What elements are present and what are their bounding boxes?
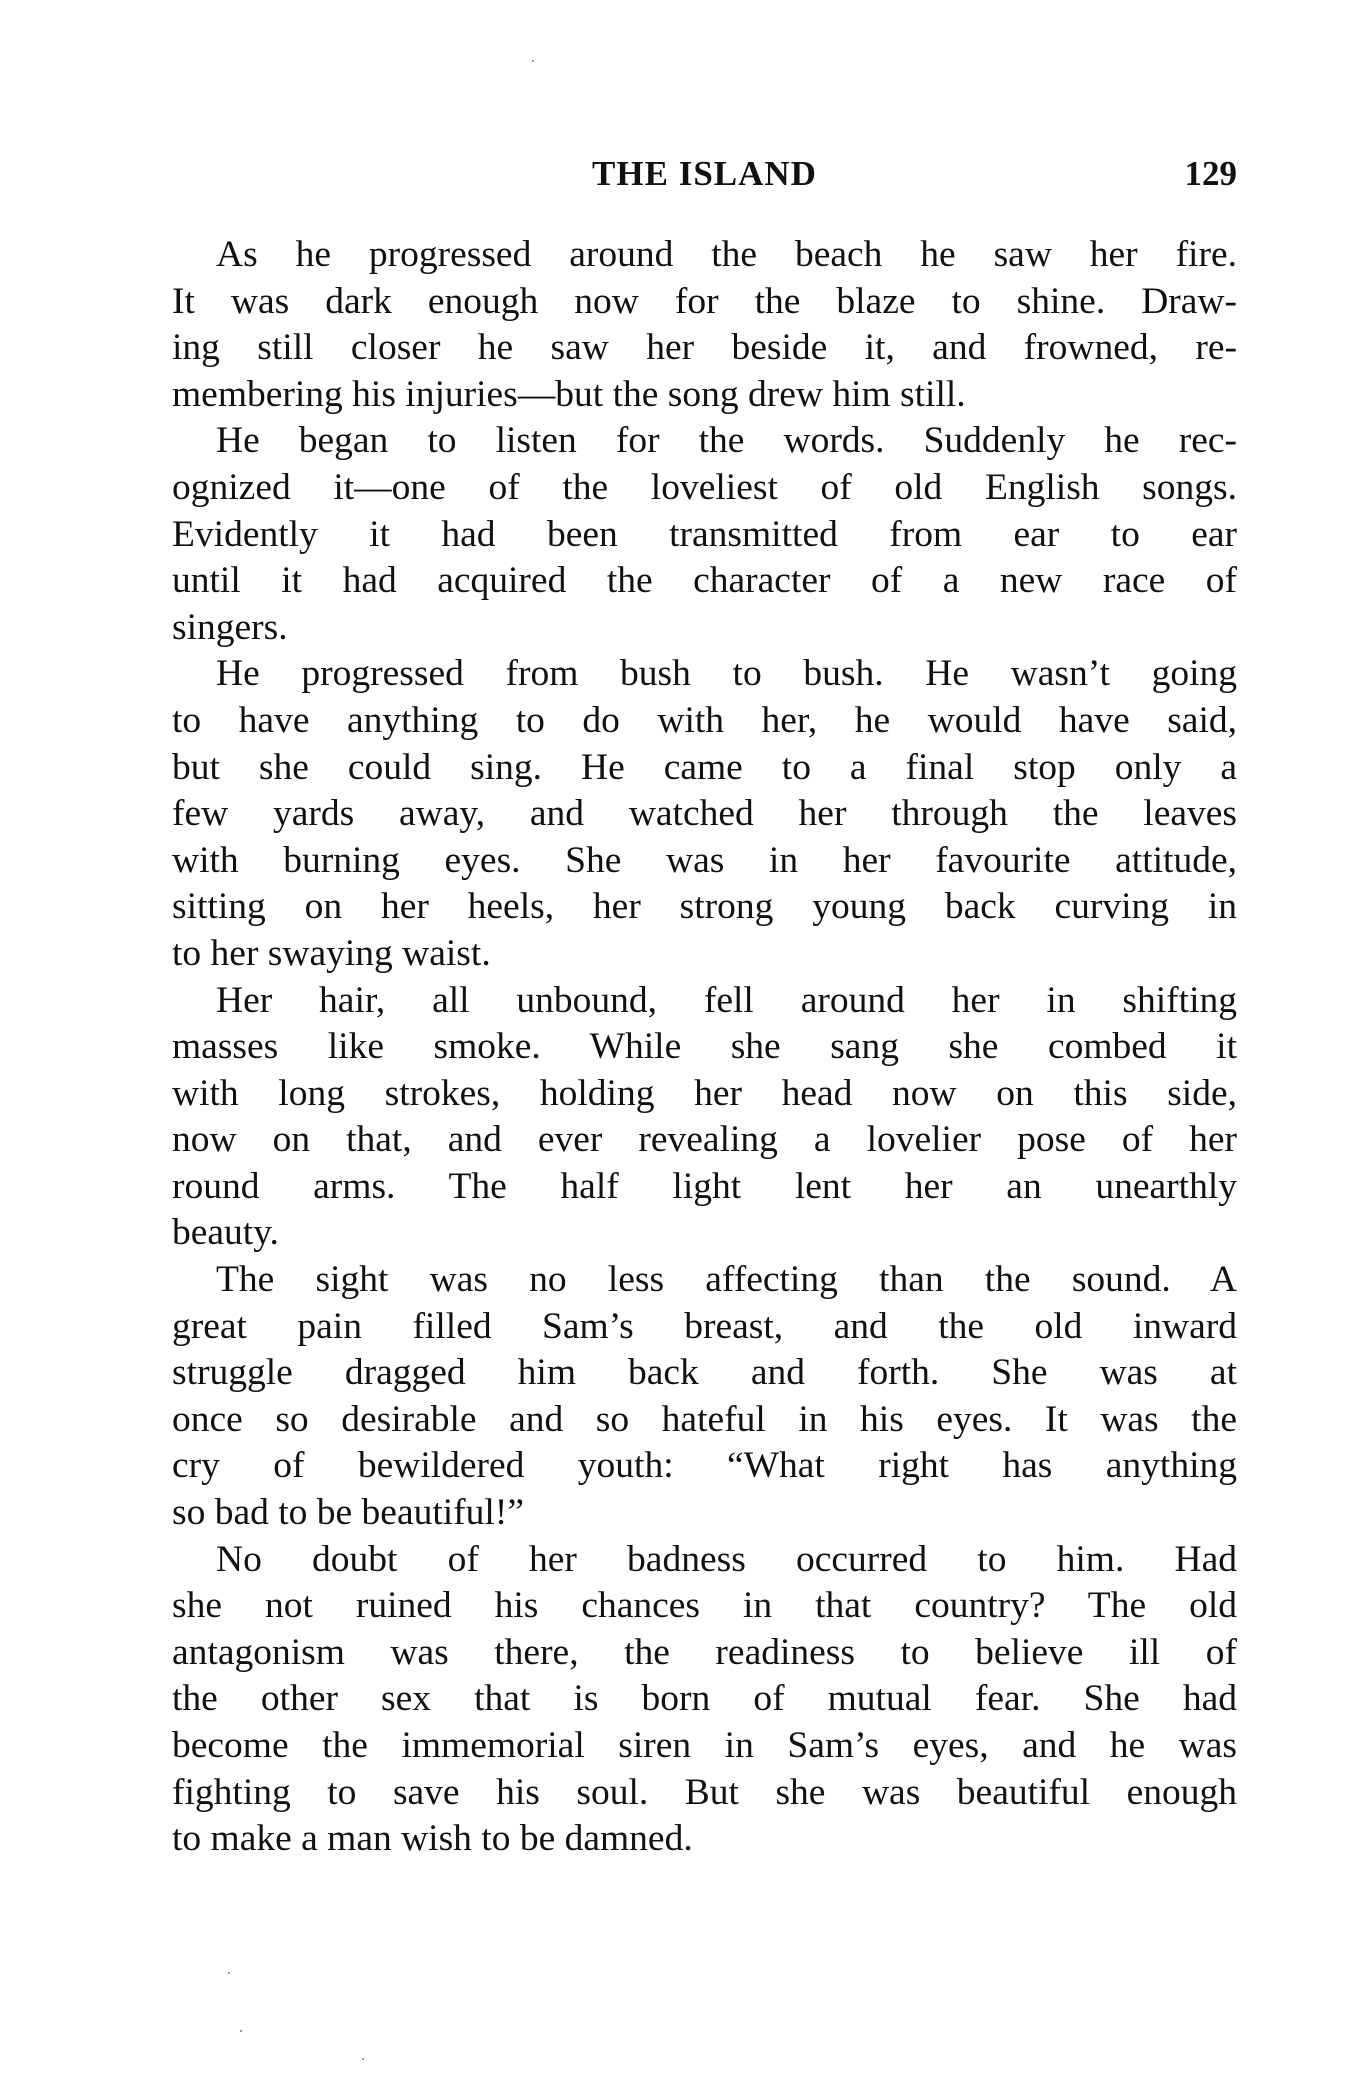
text-line: the other sex that is born of mutual fear. She had xyxy=(172,1678,1237,1720)
text-line: As he progressed around the beach he saw her fire. xyxy=(216,234,1237,275)
text-line: antagonism was there, the readiness to believe ill of xyxy=(172,1631,1237,1673)
paragraph xyxy=(172,418,1237,651)
text-line: It was dark enough now for the blaze to shine. Draw- xyxy=(172,280,1237,322)
text-line: No doubt of her badness occurred to him. Had xyxy=(216,1538,1237,1580)
text-line: He progressed from bush to bush. He wasn’t going xyxy=(216,653,1237,695)
text-line: great pain filled Sam’s breast, and the old inward xyxy=(172,1305,1237,1347)
paragraph xyxy=(172,978,1237,1258)
paper-speck xyxy=(532,60,534,62)
text-line: singers. xyxy=(172,606,288,648)
text-line: masses like smoke. While she sang she combed it xyxy=(172,1026,1237,1068)
text-line: once so desirable and so hateful in his eyes. It was the xyxy=(172,1398,1237,1440)
text-line: struggle dragged him back and forth. She was at xyxy=(172,1352,1237,1394)
page-number: 129 xyxy=(1184,154,1237,193)
text-line: ing still closer he saw her beside it, and frowned, re- xyxy=(172,327,1237,369)
body-text xyxy=(172,232,1237,1863)
paragraph xyxy=(172,232,1237,418)
text-line: round arms. The half light lent her an unearthly xyxy=(172,1165,1237,1207)
paper-speck xyxy=(362,2058,364,2060)
text-line: she not ruined his chances in that country? The old xyxy=(172,1585,1237,1627)
paragraph xyxy=(172,1537,1237,1863)
text-line: The sight was no less affecting than the sound. A xyxy=(216,1259,1237,1301)
text-line: ognized it—one of the loveliest of old English songs. xyxy=(172,466,1237,508)
text-line: cry of bewildered youth: “What right has anything xyxy=(172,1445,1237,1487)
running-head xyxy=(172,154,1237,202)
text-line: Her hair, all unbound, fell around her in shifting xyxy=(216,979,1237,1021)
text-line: Evidently it had been transmitted from ear to ear xyxy=(172,513,1237,555)
text-line: few yards away, and watched her through the leaves xyxy=(172,793,1237,835)
running-title: THE ISLAND xyxy=(592,154,817,193)
text-line: so bad to be beautiful!” xyxy=(172,1492,524,1534)
text-line: to make a man wish to be damned. xyxy=(172,1818,693,1860)
text-line: to her swaying waist. xyxy=(172,932,491,974)
text-line: membering his injuries—but the song drew him still. xyxy=(172,373,966,415)
text-line: with burning eyes. She was in her favourite attitude, xyxy=(172,839,1237,881)
text-line: beauty. xyxy=(172,1212,279,1254)
text-line: sitting on her heels, her strong young back curving in xyxy=(172,886,1237,928)
text-line: but she could sing. He came to a final stop only a xyxy=(172,746,1237,788)
text-line: with long strokes, holding her head now on this side, xyxy=(172,1072,1237,1114)
text-line: become the immemorial siren in Sam’s eyes, and he was xyxy=(172,1725,1237,1766)
text-line: to have anything to do with her, he would have said, xyxy=(172,699,1237,741)
paper-speck xyxy=(228,1972,230,1974)
text-line: now on that, and ever revealing a lovelier pose of her xyxy=(172,1119,1237,1161)
text-line: fighting to save his soul. But she was beautiful enough xyxy=(172,1771,1237,1813)
paragraph xyxy=(172,1257,1237,1537)
paper-speck xyxy=(240,2030,242,2032)
paragraph xyxy=(172,651,1237,977)
text-line: He began to listen for the words. Suddenly he rec- xyxy=(216,420,1237,462)
text-line: until it had acquired the character of a new race of xyxy=(172,560,1237,602)
